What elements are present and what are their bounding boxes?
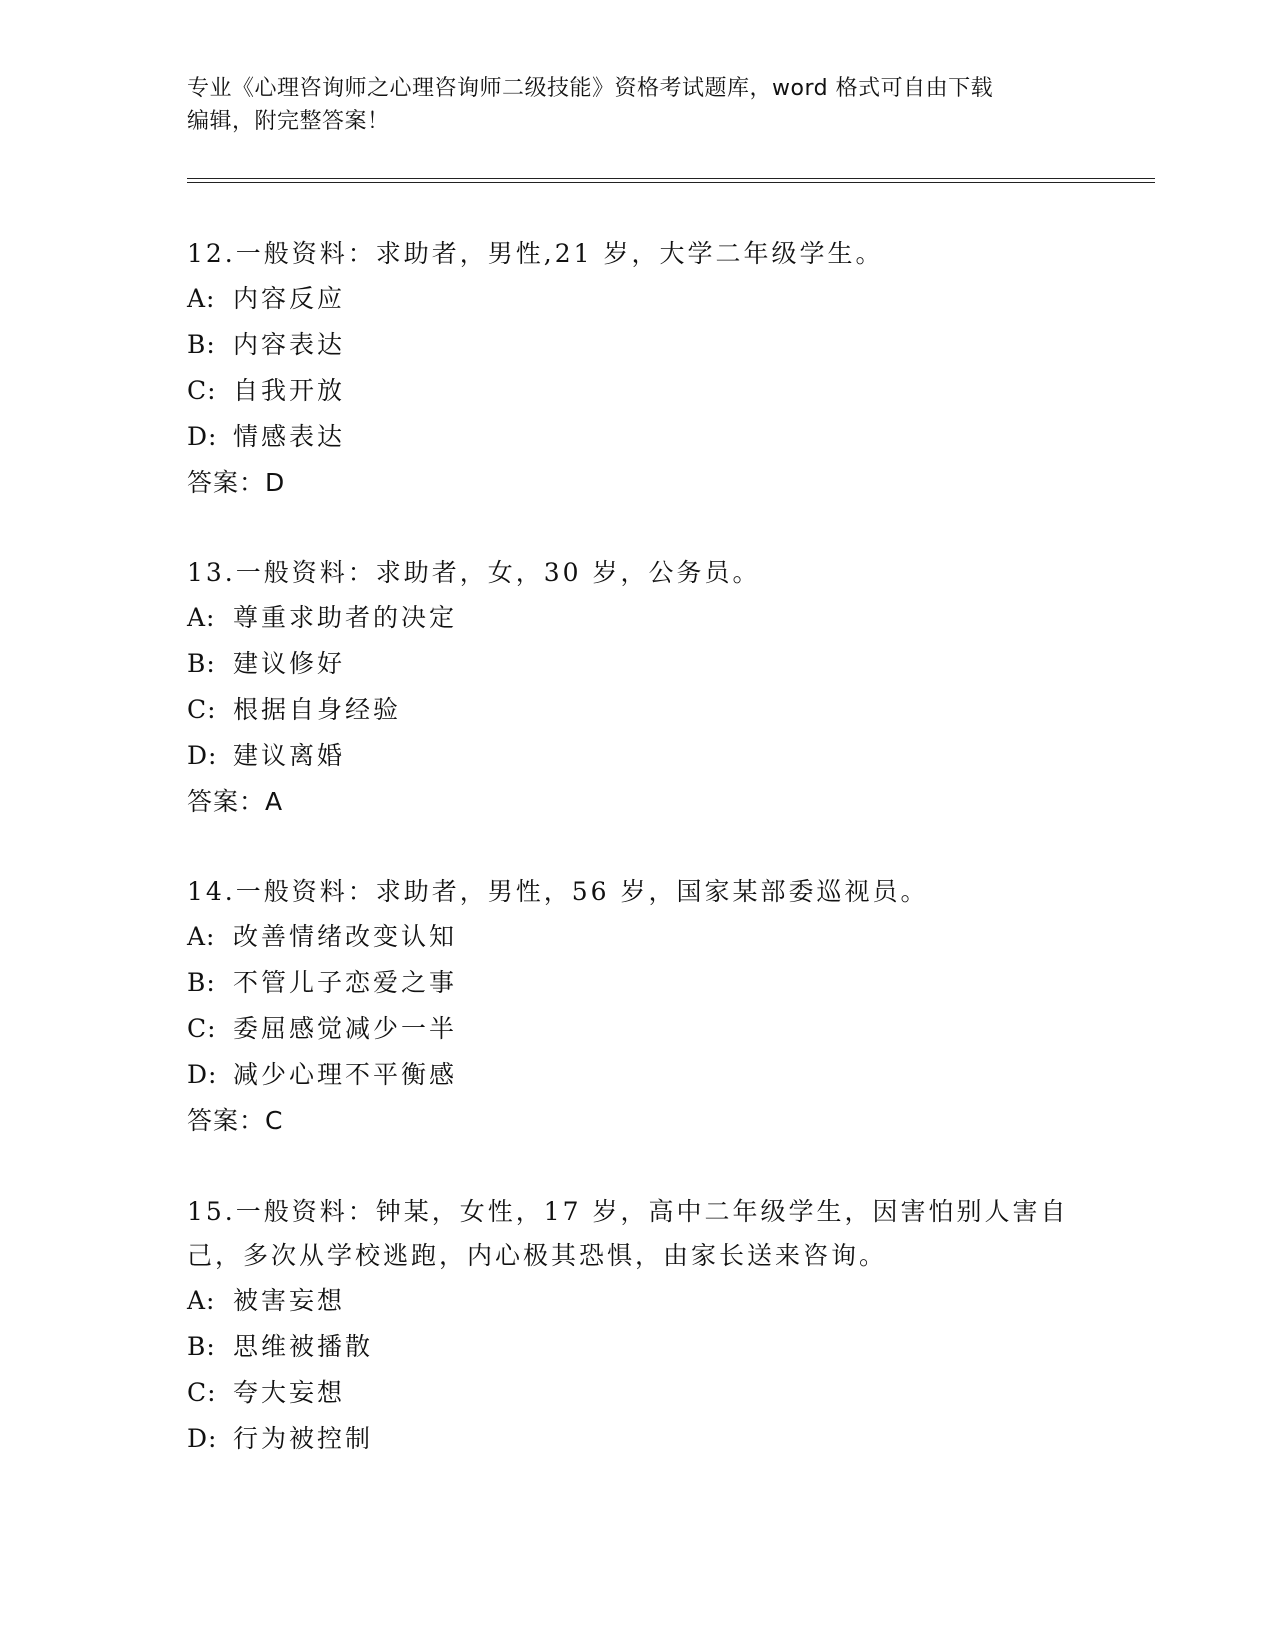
- option-a: [187, 595, 1087, 641]
- option-text: 夸大妄想: [233, 1378, 346, 1407]
- option-d: [187, 414, 1087, 460]
- header-divider-top: [187, 178, 1155, 179]
- option-text: 情感表达: [233, 422, 346, 451]
- option-text: 减少心理不平衡感: [233, 1060, 458, 1089]
- question-stem: 15.一般资料：钟某，女性，17 岁，高中二年级学生，因害怕别人害自己，多次从学校逃跑，内心极其恐惧，由家长送来咨询。: [187, 1197, 1069, 1270]
- header-title-line-1: 专业《心理咨询师之心理咨询师二级技能》资格考试题库，word 格式可自由下载: [187, 76, 994, 101]
- question-14: [187, 870, 1087, 1144]
- question-stem: 13.一般资料：求助者，女，30 岁，公务员。: [187, 558, 761, 587]
- option-letter: D:: [187, 1060, 218, 1089]
- option-a: [187, 1278, 1087, 1324]
- question-stem: 12.一般资料：求助者，男性,21 岁，大学二年级学生。: [187, 239, 884, 268]
- question-15: [187, 1190, 1087, 1462]
- option-letter: D:: [187, 422, 218, 451]
- header-title-line-2: 编辑，附完整答案！: [187, 109, 390, 134]
- option-text: 不管儿子恋爱之事: [233, 968, 458, 997]
- option-b: [187, 1324, 1087, 1370]
- option-letter: A:: [187, 922, 216, 951]
- option-letter: B:: [187, 1332, 216, 1361]
- option-a: [187, 914, 1087, 960]
- option-text: 自我开放: [233, 376, 346, 405]
- option-c: [187, 1370, 1087, 1416]
- option-text: 行为被控制: [233, 1424, 374, 1453]
- option-text: 建议修好: [233, 649, 346, 678]
- option-text: 委屈感觉减少一半: [233, 1014, 458, 1043]
- document-header: [187, 72, 1087, 138]
- answer-line: 答案：D: [187, 468, 286, 497]
- option-letter: C:: [187, 1378, 217, 1407]
- option-letter: B:: [187, 968, 216, 997]
- option-text: 尊重求助者的决定: [233, 603, 458, 632]
- option-d: [187, 1052, 1087, 1098]
- question-12: [187, 232, 1087, 506]
- option-b: [187, 960, 1087, 1006]
- option-a: [187, 276, 1087, 322]
- option-text: 被害妄想: [233, 1286, 346, 1315]
- option-letter: C:: [187, 376, 217, 405]
- option-d: [187, 1416, 1087, 1462]
- option-letter: C:: [187, 1014, 217, 1043]
- option-text: 根据自身经验: [233, 695, 402, 724]
- option-text: 建议离婚: [233, 741, 346, 770]
- option-b: [187, 322, 1087, 368]
- answer-line: 答案：C: [187, 1106, 284, 1135]
- option-c: [187, 368, 1087, 414]
- option-letter: D:: [187, 741, 218, 770]
- option-b: [187, 641, 1087, 687]
- option-letter: B:: [187, 649, 216, 678]
- option-letter: B:: [187, 330, 216, 359]
- option-letter: D:: [187, 1424, 218, 1453]
- option-text: 内容表达: [233, 330, 346, 359]
- question-stem: 14.一般资料：求助者，男性，56 岁，国家某部委巡视员。: [187, 877, 929, 906]
- answer-line: 答案：A: [187, 787, 284, 816]
- option-text: 内容反应: [233, 284, 346, 313]
- option-letter: C:: [187, 695, 217, 724]
- option-c: [187, 1006, 1087, 1052]
- header-divider-bottom: [187, 182, 1155, 183]
- question-13: [187, 551, 1087, 825]
- option-letter: A:: [187, 1286, 216, 1315]
- option-text: 思维被播散: [233, 1332, 374, 1361]
- option-letter: A:: [187, 603, 216, 632]
- option-d: [187, 733, 1087, 779]
- option-c: [187, 687, 1087, 733]
- option-text: 改善情绪改变认知: [233, 922, 458, 951]
- option-letter: A:: [187, 284, 216, 313]
